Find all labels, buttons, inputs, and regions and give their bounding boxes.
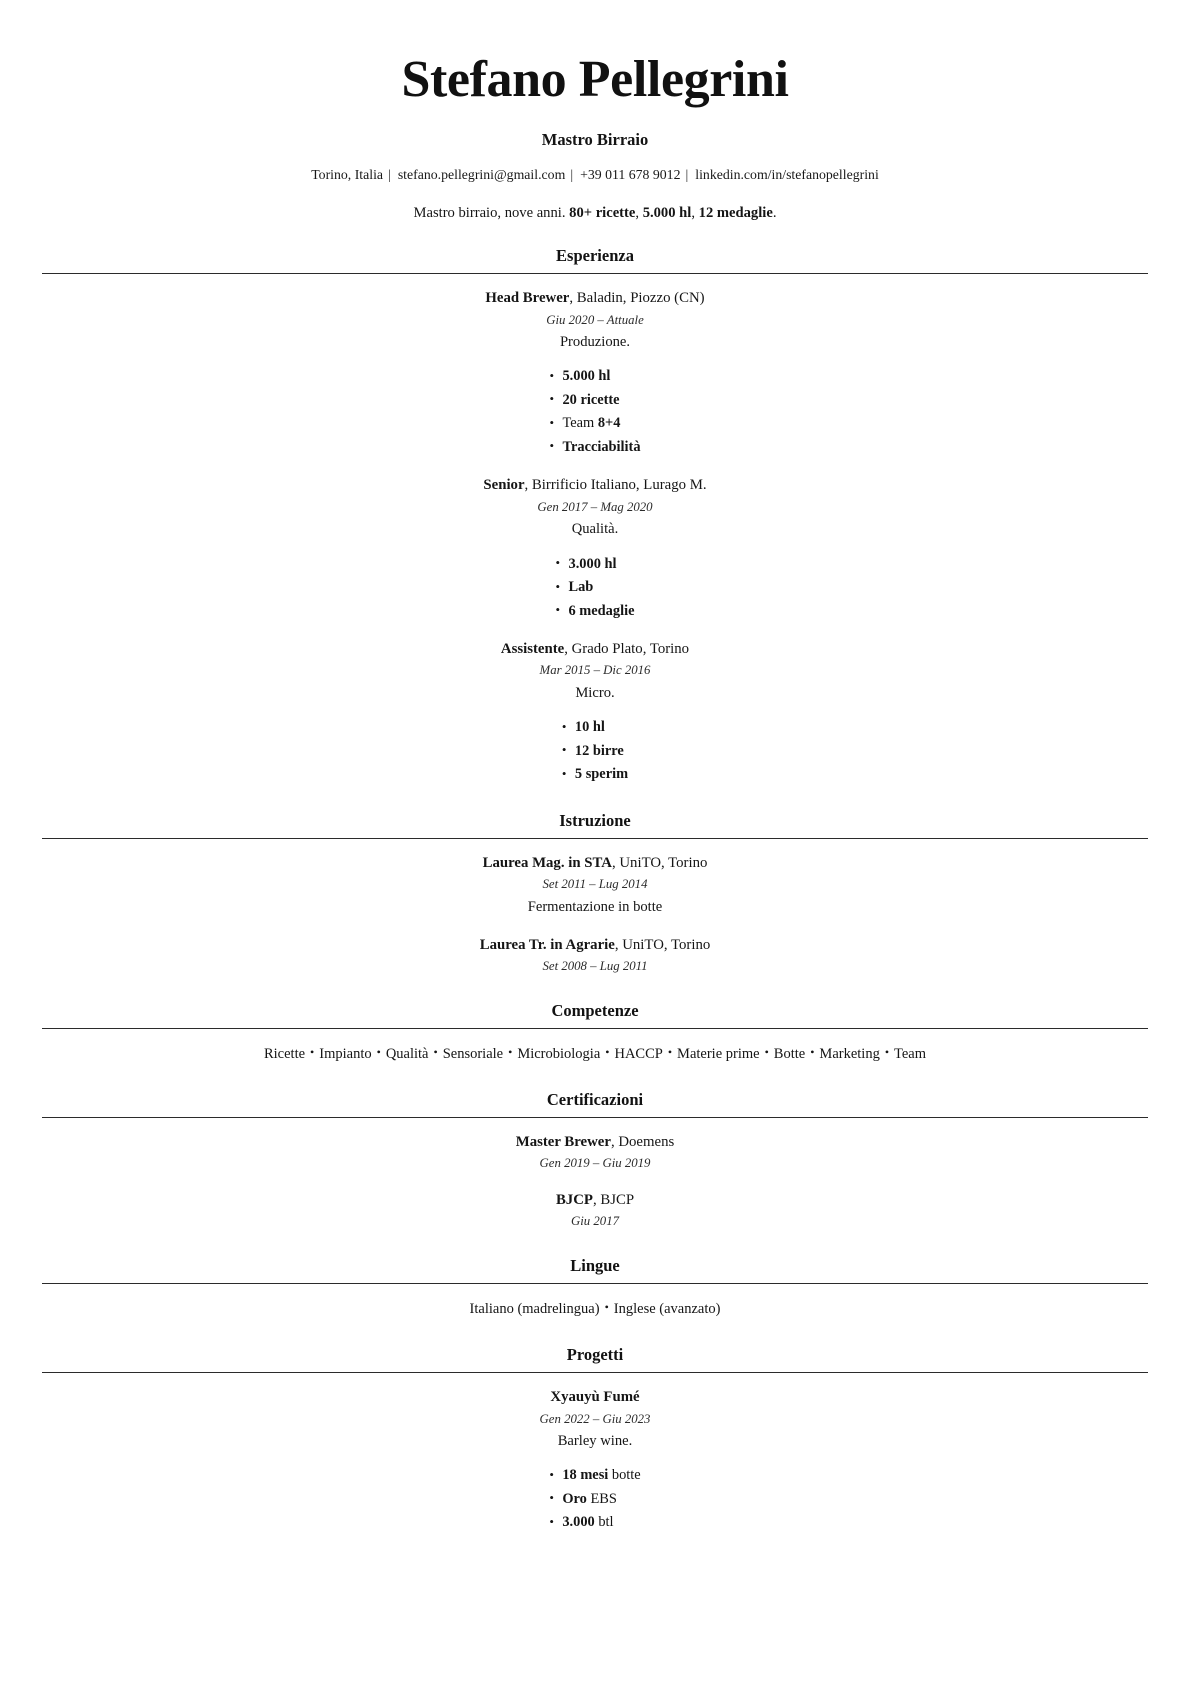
entry-dates: Set 2008 – Lug 2011: [542, 959, 648, 974]
bullet-bold: 5 sperim: [574, 766, 629, 783]
entry-org: , UniTO, Torino: [614, 936, 711, 953]
certification-issuer: , Doemens: [610, 1134, 675, 1151]
skill-item: Marketing: [819, 1045, 880, 1062]
language-item: Italiano (madrelingua): [469, 1300, 600, 1317]
certification-name: Master Brewer: [515, 1134, 611, 1151]
skill-item: Qualità: [385, 1045, 429, 1062]
entry-org: , UniTO, Torino: [611, 854, 708, 871]
bullet-dot-icon: •: [433, 1045, 438, 1060]
contact-location: Torino, Italia: [311, 167, 384, 183]
bullet-dot-icon: •: [764, 1045, 769, 1060]
bullet-dot-icon: •: [810, 1045, 815, 1060]
list-item: [562, 763, 628, 786]
bullet-bold: 8+4: [597, 415, 621, 432]
professional-summary: [42, 205, 1148, 222]
list-item: [549, 436, 640, 459]
section-title-education: Istruzione: [559, 810, 631, 830]
bullet-bold: Oro: [562, 1490, 587, 1507]
entry-heading: [42, 639, 1148, 660]
section-title-experience: Esperienza: [556, 246, 634, 266]
section-divider: [42, 1117, 1148, 1118]
section-title-skills: Competenze: [551, 1000, 639, 1020]
entry-degree: Laurea Tr. in Agrarie: [479, 936, 615, 953]
section-divider: [42, 1283, 1148, 1284]
section-experience: [42, 246, 1148, 786]
experience-entry: [42, 475, 1148, 623]
entry-description: Produzione.: [559, 334, 631, 351]
certification-issuer: , BJCP: [592, 1191, 635, 1208]
certification-entry: [42, 1190, 1148, 1232]
section-title-projects: Progetti: [566, 1345, 624, 1365]
certification-name: BJCP: [555, 1191, 593, 1208]
summary-highlight-volume: 5.000 hl: [642, 205, 692, 222]
bullet-dot-icon: •: [508, 1045, 513, 1060]
section-projects: [42, 1345, 1148, 1535]
skills-list: [42, 1043, 1148, 1066]
section-skills: [42, 1001, 1148, 1066]
bullet-dot-icon: •: [884, 1045, 890, 1060]
entry-dates: Set 2011 – Lug 2014: [542, 877, 648, 892]
bullet-bold: 10 hl: [574, 719, 605, 736]
section-divider: [42, 1372, 1148, 1373]
summary-lead: Mastro birraio, nove anni.: [413, 205, 570, 222]
section-divider: [42, 1028, 1148, 1029]
header-role: Mastro Birraio: [541, 130, 649, 150]
bullet-bold: 3.000: [562, 1514, 595, 1531]
contact-phone[interactable]: +39 011 678 9012: [580, 167, 681, 183]
section-divider: [42, 838, 1148, 839]
skill-item: HACCP: [614, 1045, 663, 1062]
entry-bullets: [549, 1464, 640, 1534]
entry-dates: Gen 2019 – Giu 2019: [539, 1156, 651, 1171]
entry-heading: [42, 1190, 1148, 1211]
skill-item: Impianto: [319, 1045, 372, 1062]
section-divider: [42, 273, 1148, 274]
bullet-bold: 20 ricette: [562, 391, 620, 408]
bullet-dot-icon: •: [667, 1045, 673, 1060]
summary-sep: ,: [635, 205, 643, 222]
list-item: [562, 740, 628, 763]
contact-linkedin[interactable]: linkedin.com/in/stefanopellegrini: [695, 167, 879, 183]
summary-tail: .: [772, 205, 777, 222]
bullet-bold: Lab: [568, 579, 594, 596]
list-item: [562, 716, 628, 739]
list-item: [549, 1511, 640, 1534]
entry-dates: Giu 2017: [571, 1214, 619, 1229]
entry-dates: Mar 2015 – Dic 2016: [539, 663, 651, 678]
languages-list: [42, 1298, 1148, 1321]
skill-item: Materie prime: [677, 1045, 760, 1062]
skill-item: Sensoriale: [442, 1045, 504, 1062]
summary-sep: ,: [691, 205, 699, 222]
entry-org: , Baladin, Piozzo (CN): [569, 290, 705, 307]
bullet-bold: Tracciabilità: [562, 438, 641, 455]
project-entry: [42, 1387, 1148, 1535]
experience-entry: [42, 288, 1148, 459]
project-name: Xyauyù Fumé: [550, 1389, 640, 1406]
entry-role: Senior: [483, 477, 525, 494]
contact-separator: |: [570, 167, 574, 183]
bullet-dot-icon: •: [376, 1045, 381, 1060]
entry-bullets: [549, 365, 640, 459]
entry-role: Assistente: [500, 640, 565, 657]
skill-item: Microbiologia: [517, 1045, 601, 1062]
entry-degree: Laurea Mag. in STA: [482, 854, 612, 871]
entry-heading: [42, 288, 1148, 309]
page-title: Stefano Pellegrini: [401, 51, 789, 108]
bullet-dot-icon: •: [310, 1045, 315, 1060]
bullet-dot-icon: •: [604, 1300, 609, 1315]
entry-heading: [42, 1387, 1148, 1408]
entry-heading: [42, 1132, 1148, 1153]
entry-description: Qualità.: [571, 521, 619, 538]
entry-heading: [42, 475, 1148, 496]
bullet-bold: 6 medaglie: [568, 602, 635, 619]
skill-item: Botte: [773, 1045, 806, 1062]
certification-entry: [42, 1132, 1148, 1174]
bullet-dot-icon: •: [605, 1045, 610, 1060]
list-item: [549, 1464, 640, 1487]
entry-heading: [42, 853, 1148, 874]
education-entry: [42, 935, 1148, 977]
entry-description: Fermentazione in botte: [527, 898, 663, 915]
list-item: [549, 389, 640, 412]
section-title-languages: Lingue: [570, 1255, 620, 1275]
summary-highlight-recipes: 80+ ricette: [569, 205, 636, 222]
bullet-rest: btl: [594, 1514, 614, 1531]
entry-dates: Giu 2020 – Attuale: [546, 312, 644, 327]
education-entry: [42, 853, 1148, 919]
section-education: [42, 811, 1148, 977]
entry-role: Head Brewer: [485, 290, 570, 307]
language-item: Inglese (avanzato): [613, 1300, 721, 1317]
contact-separator: |: [388, 167, 391, 183]
bullet-bold: 5.000 hl: [562, 368, 611, 385]
entry-heading: [42, 935, 1148, 956]
entry-org: , Grado Plato, Torino: [564, 640, 690, 657]
entry-bullets: [562, 716, 628, 786]
entry-bullets: [556, 553, 635, 623]
entry-dates: Gen 2022 – Giu 2023: [539, 1411, 651, 1426]
list-item: [549, 1488, 640, 1511]
list-item: [549, 412, 640, 435]
resume-header: [42, 52, 1148, 222]
entry-description: Micro.: [575, 684, 615, 701]
section-title-certifications: Certificazioni: [546, 1090, 644, 1110]
list-item: [549, 365, 640, 388]
experience-entry: [42, 639, 1148, 787]
section-languages: [42, 1256, 1148, 1321]
contact-line: [42, 167, 1148, 183]
bullet-bold: 18 mesi: [562, 1467, 609, 1484]
list-item: [556, 600, 635, 623]
list-item: [556, 576, 635, 599]
contact-email[interactable]: stefano.pellegrini@gmail.com: [397, 167, 566, 183]
skill-item: Team: [894, 1045, 927, 1062]
section-certifications: [42, 1090, 1148, 1232]
bullet-rest: EBS: [586, 1490, 617, 1507]
bullet-bold: 12 birre: [574, 742, 624, 759]
bullet-rest: botte: [608, 1467, 641, 1484]
entry-description: Barley wine.: [557, 1432, 633, 1449]
summary-highlight-medals: 12 medaglie: [698, 205, 773, 222]
list-item: [556, 553, 635, 576]
bullet-prefix: Team: [562, 415, 598, 432]
bullet-bold: 3.000 hl: [568, 555, 617, 572]
entry-org: , Birrificio Italiano, Lurago M.: [524, 477, 707, 494]
contact-separator: |: [685, 167, 689, 183]
skill-item: Ricette: [263, 1045, 306, 1062]
entry-dates: Gen 2017 – Mag 2020: [537, 499, 653, 514]
